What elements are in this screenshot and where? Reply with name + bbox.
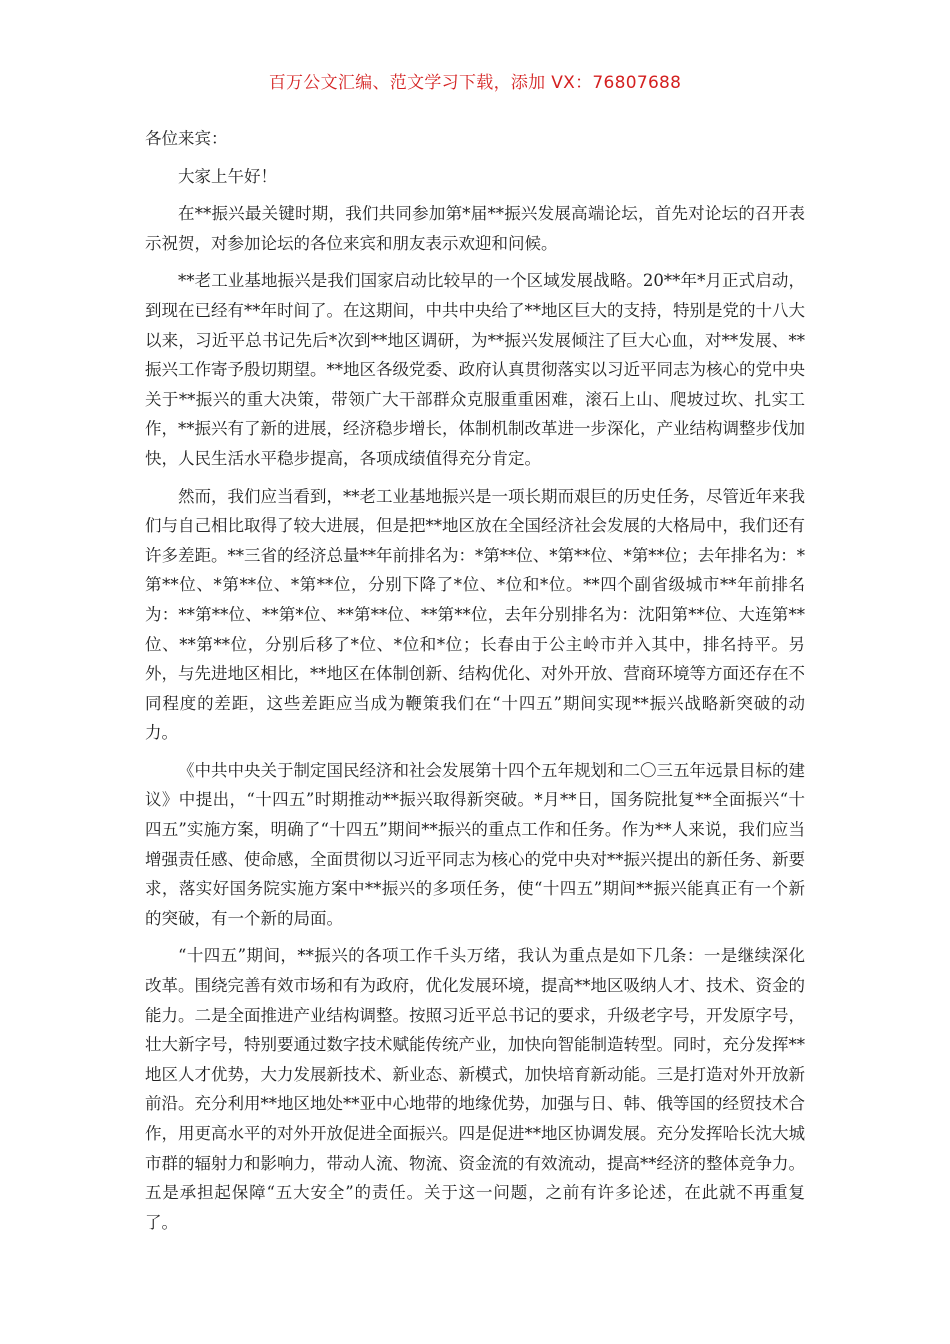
salutation: 各位来宾： <box>145 129 228 148</box>
paragraph-greeting: 大家上午好！ <box>178 166 277 186</box>
paragraph-plan: 《中共中央关于制定国民经济和社会发展第十四个五年规划和二〇三五年远景目标的建议》中提出，“十四五”时期推动**振兴取得新突破。*月**日，国务院批复**全面振兴“十四五”实施方案，明确了“十四五”期间**振兴的重点工作和任务。作为**人来说，我们应当增强责任感、使命感，全面贯彻以习近平同志为核心的党中央对**振兴提出的新任务、新要求，落实好国务院实施方案中**振兴的多项任务，使“十四五”期间**振兴能真正有一个新的突破，有一个新的局面。 <box>145 760 805 928</box>
paragraph-priorities: “十四五”期间，**振兴的各项工作千头万绪，我认为重点是如下几条：一是继续深化改革。围绕完善有效市场和有为政府，优化发展环境，提高**地区吸纳人才、技术、资金的能力。二是全面推进产业结构调整。按照习近平总书记的要求，升级老字号，开发原字号，壮大新字号，特别要通过数字技术赋能传统产业，加快向智能制造转型。同时，充分发挥**地区人才优势，大力发展新技术、新业态、新模式，加快培育新动能。三是打造对外开放新前沿。充分利用**地区地处**亚中心地带的地缘优势，加强与日、韩、俄等国的经贸技术合作，用更高水平的对外开放促进全面振兴。四是促进**地区协调发展。充分发挥哈长沈大城市群的辐射力和影响力，带动人流、物流、资金流的有效流动，提高**经济的整体竞争力。五是承担起保障“五大安全”的责任。关于这一问题，之前有许多论述，在此就不再重复了。 <box>145 946 805 1232</box>
document-body <box>145 124 805 1245</box>
paragraph-gaps: 然而，我们应当看到，**老工业基地振兴是一项长期而艰巨的历史任务，尽管近年来我们与自己相比取得了较大进展，但是把**地区放在全国经济社会发展的大格局中，我们还有许多差距。**三省的经济总量**年前排名为：*第**位、*第**位、*第**位；去年排名为：*第**位、*第**位、*第**位，分别下降了*位、*位和*位。**四个副省级城市**年前排名为：**第**位、**第*位、**第**位、**第**位，去年分别排名为：沈阳第**位、大连第**位、**第**位，分别后移了*位、*位和*位；长春由于公主岭市并入其中，排名持平。另外，与先进地区相比，**地区在体制创新、结构优化、对外开放、营商环境等方面还存在不同程度的差距，这些差距应当成为鞭策我们在“十四五”期间实现**振兴战略新突破的动力。 <box>145 486 805 743</box>
header-banner: 百万公文汇编、范文学习下载，添加 VX：76807688 <box>268 73 682 93</box>
paragraph-opening: 在**振兴最关键时期，我们共同参加第*届**振兴发展高端论坛，首先对论坛的召开表示祝贺，对参加论坛的各位来宾和朋友表示欢迎和问候。 <box>145 204 805 253</box>
paragraph-background: **老工业基地振兴是我们国家启动比较早的一个区域发展战略。20**年*月正式启动，到现在已经有**年时间了。在这期间，中共中央给了**地区巨大的支持，特别是党的十八大以来，习近平总书记先后*次到**地区调研，为**振兴发展倾注了巨大心血，对**发展、**振兴工作寄予殷切期望。**地区各级党委、政府认真贯彻落实以习近平同志为核心的党中央关于**振兴的重大决策，带领广大干部群众克服重重困难，滚石上山、爬坡过坎、扎实工作，**振兴有了新的进展，经济稳步增长，体制机制改革进一步深化，产业结构调整步伐加快，人民生活水平稳步提高，各项成绩值得充分肯定。 <box>145 271 806 468</box>
